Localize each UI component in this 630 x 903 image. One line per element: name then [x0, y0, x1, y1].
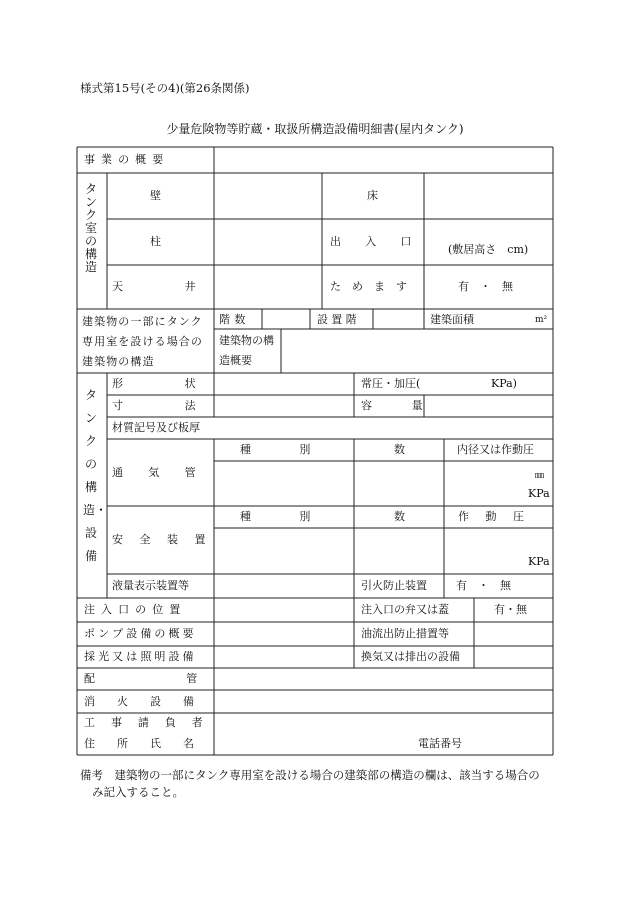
vent-kpa-unit: KPa: [528, 487, 550, 500]
flame-arrester-yes-no: 有 ・ 無: [456, 579, 511, 592]
vent-type-header: 種別: [240, 443, 359, 456]
safety-device-label: 安全装置: [112, 533, 222, 546]
safety-type-header: 種別: [240, 510, 359, 523]
business-outline-label: 事業の概要: [84, 153, 170, 166]
pump-label: ポンプ設備の概要: [84, 627, 197, 640]
install-floor-label: 設置階: [317, 313, 360, 326]
remarks-note: [80, 767, 560, 801]
safety-count-header: 数: [394, 510, 405, 523]
material-label: 材質記号及び板厚: [112, 421, 200, 434]
area-unit: m²: [535, 315, 548, 325]
tank-structure-label: タンクの構造・設備: [83, 388, 108, 563]
ventilation-label: 換気又は排出の設備: [361, 650, 460, 663]
ceiling-label: 天井: [112, 280, 258, 293]
address-name-label: 住所氏名: [84, 737, 216, 750]
remarks-line-2: み記入すること。: [92, 785, 184, 799]
fire-equipment-label: 消火設備: [84, 695, 216, 708]
vent-pipe-label: 通気管: [112, 466, 221, 479]
entrance-label: 出入口: [330, 235, 436, 248]
form-number: 様式第15号(その4)(第26条関係): [80, 81, 250, 95]
pressure-label: 常圧・加圧(: [361, 377, 421, 390]
pressure-unit: KPa): [491, 377, 517, 390]
phone-label: 電話番号: [418, 737, 462, 750]
pillar-label: 柱: [150, 235, 161, 248]
building-outline-label: 建築物の構造概要: [219, 334, 274, 367]
capacity-label: 容量: [361, 399, 463, 412]
flame-arrester-label: 引火防止装置: [361, 579, 427, 592]
mm-unit: ㎜: [535, 471, 545, 481]
inlet-valve-label: 注入口の弁又は蓋: [361, 603, 449, 616]
form-title: 少量危険物等貯蔵・取扱所構造設備明細書(屋内タンク): [166, 122, 464, 136]
vent-diameter-header: 内径又は作動圧: [457, 443, 534, 456]
contractor-label: 工事請負者: [84, 716, 219, 729]
sump-yes-no: 有 ・ 無: [458, 280, 513, 293]
spill-prevention-label: 油流出防止措置等: [361, 627, 449, 640]
sump-label: ためます: [330, 280, 418, 293]
tank-room-label: タンク室の構造: [84, 182, 97, 274]
safety-kpa-unit: KPa: [528, 555, 550, 568]
remarks-line-1: 備考 建築物の一部にタンク専用室を設ける場合の建築部の構造の欄は、該当する場合の: [80, 768, 540, 782]
shape-label: 形状: [112, 377, 258, 390]
inlet-valve-yes-no: 有・無: [494, 603, 527, 616]
area-label: 建築面積: [430, 313, 474, 326]
operating-pressure-header: 作動圧: [458, 510, 541, 523]
piping-label: 配管: [84, 672, 289, 685]
inlet-position-label: 注入口の位置: [84, 603, 187, 616]
floor-label: 床: [367, 189, 378, 202]
level-indicator-label: 液量表示装置等: [112, 579, 189, 592]
wall-label: 壁: [150, 189, 161, 202]
building-structure-label: 建築物の一部にタンク専用室を設ける場合の建築物の構造: [82, 315, 203, 368]
vent-count-header: 数: [394, 443, 405, 456]
dimension-label: 寸法: [112, 399, 258, 412]
sill-height-label: (敷居高さ cm): [448, 243, 529, 256]
lighting-label: 採光又は照明設備: [84, 650, 197, 663]
floors-label: 階数: [219, 313, 250, 326]
